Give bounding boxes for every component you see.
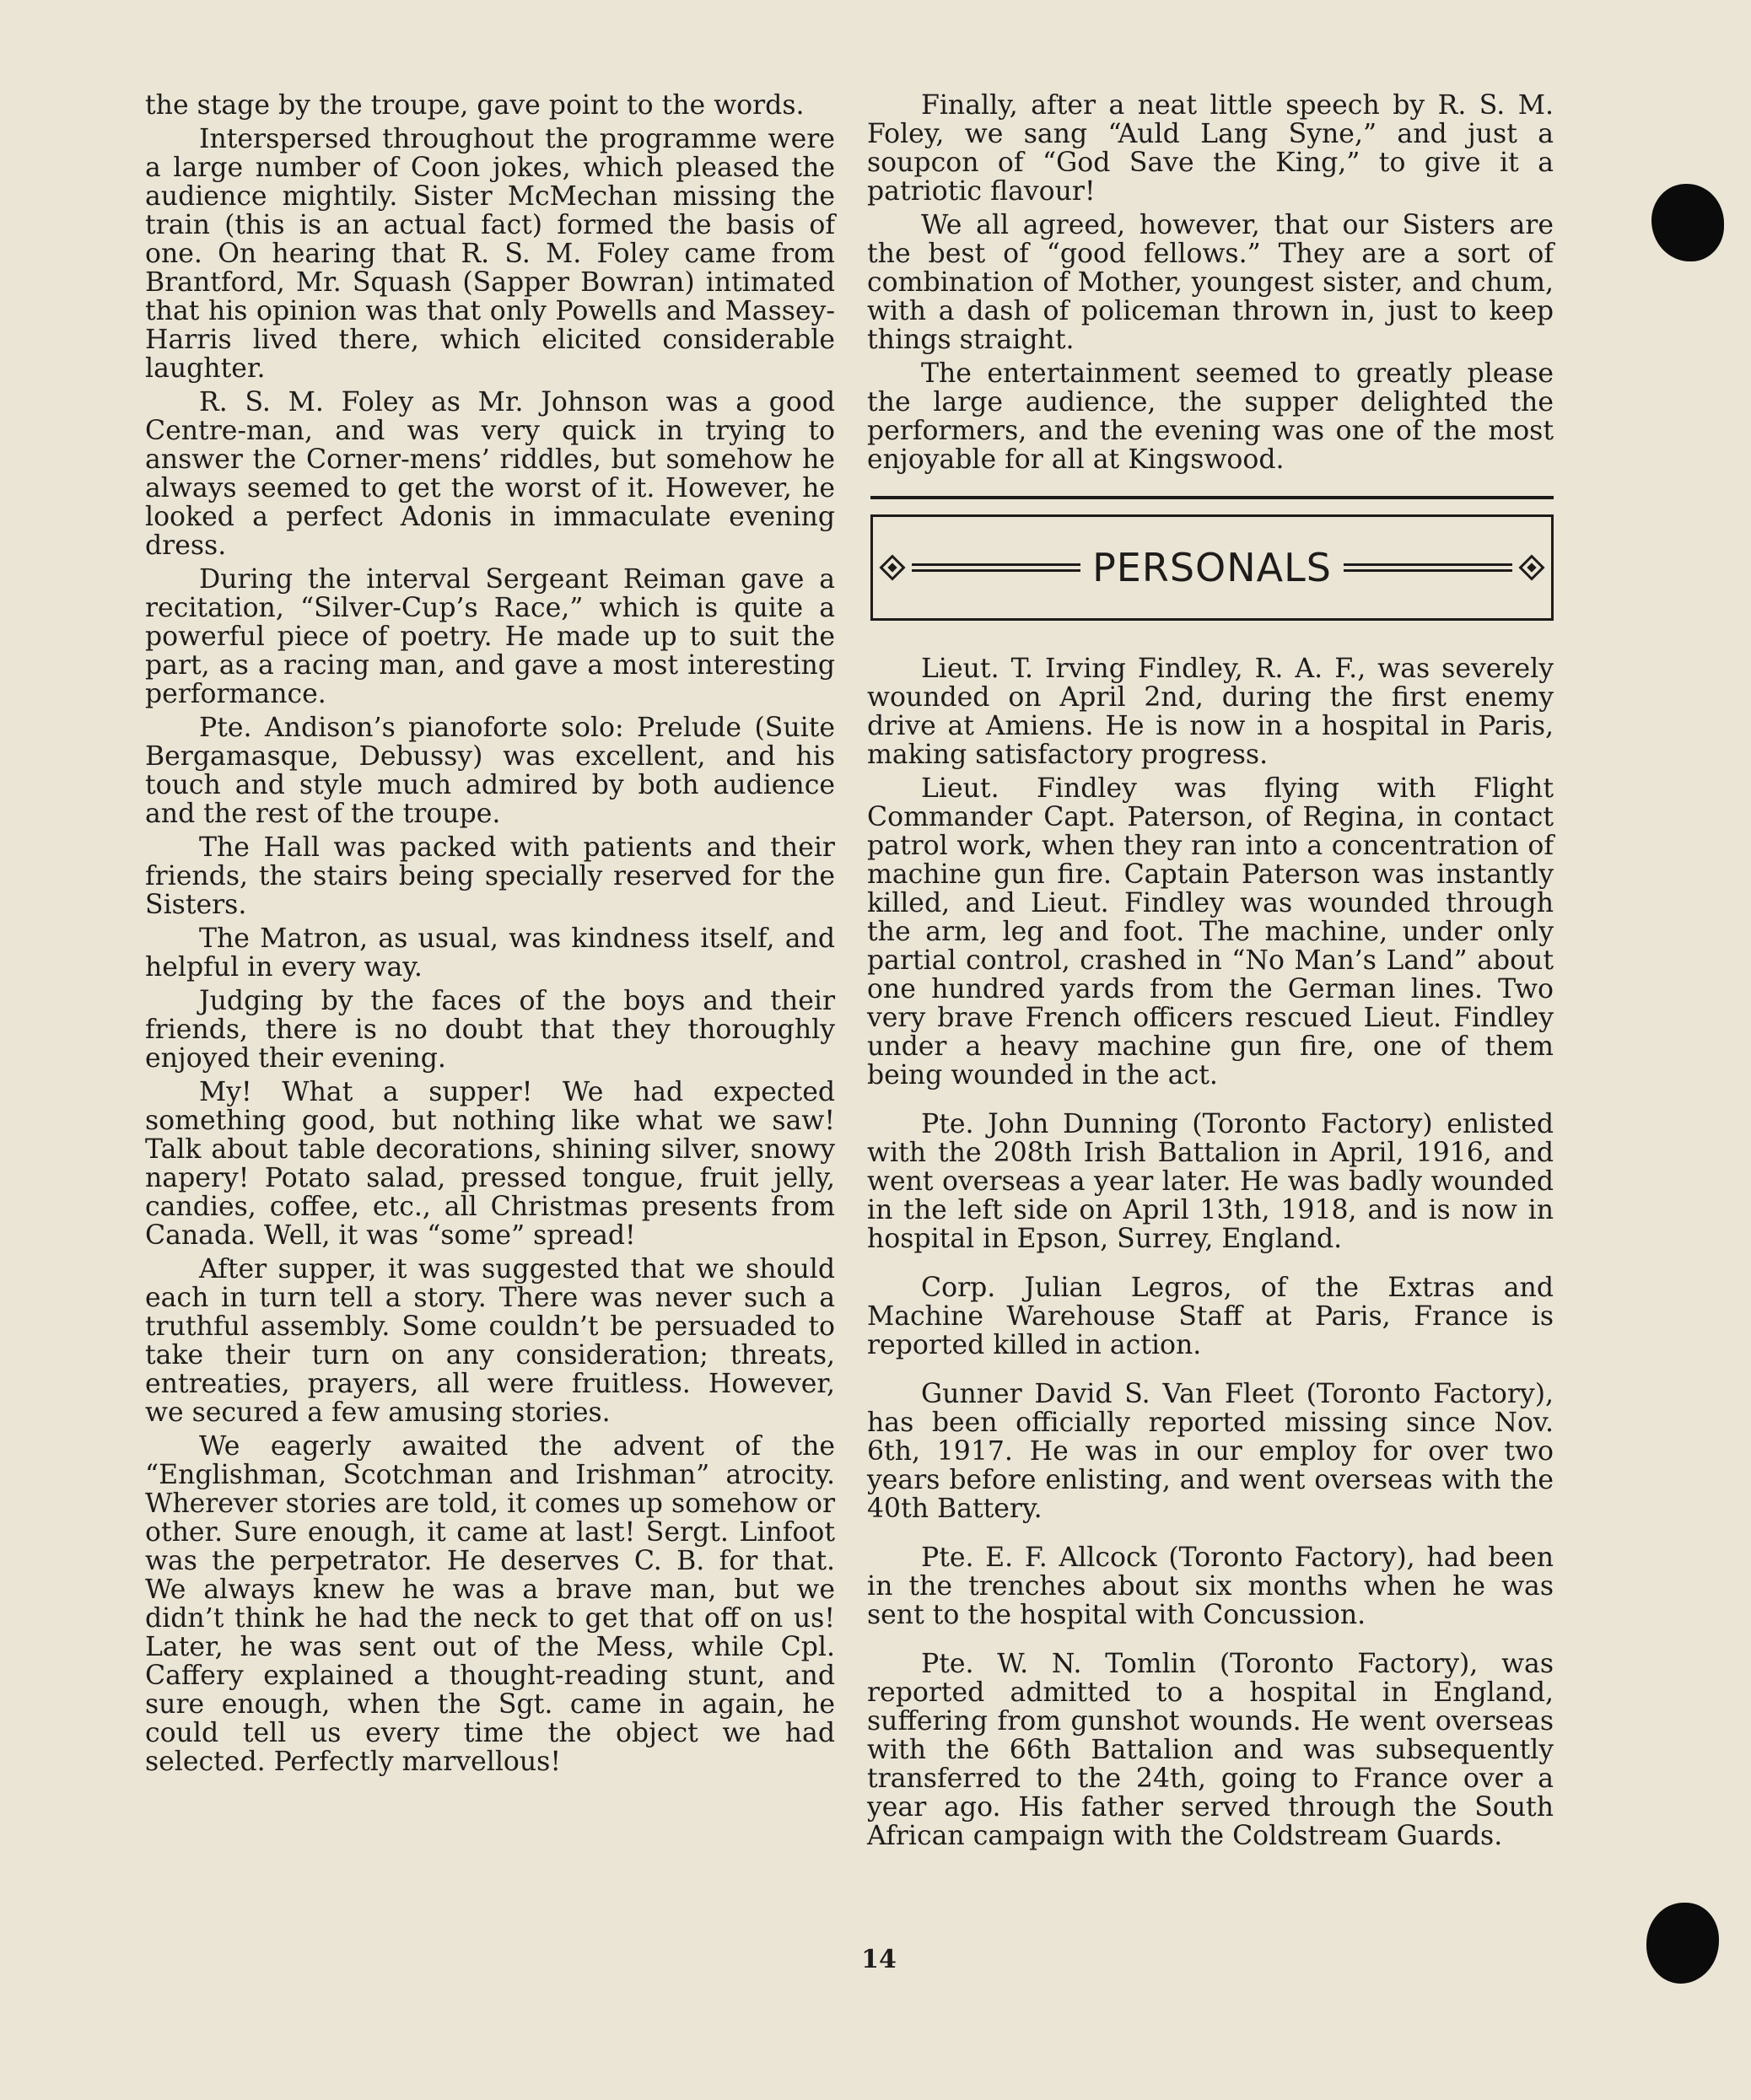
paragraph: The Hall was packed with patients and their friends, the stairs being specially reserved for the Sisters. xyxy=(145,832,835,920)
paragraph: We all agreed, however, that our Sisters are the best of “good fellows.” They are a sort of combination of Mother, youngest sister, and chum, with a dash of policeman thrown in, just to keep things straight. xyxy=(867,210,1554,355)
personal-item: Lieut. Findley was flying with Flight Commander Capt. Paterson, of Regina, in contact patrol work, when they ran into a concentration of machine gun fire. Captain Paterson was instantly killed, and Lieut. Findley was wounded through the arm, leg and foot. The machine, under only partial control, crashed in “No Man’s Land” about one hundred yards from the German lines. Two very brave French officers rescued Lieut. Findley under a heavy machine gun fire, one of them being wounded in the act. xyxy=(867,773,1554,1090)
personal-item: Lieut. T. Irving Findley, R. A. F., was severely wounded on April 2nd, during the first enemy drive at Amiens. He is now in a hospital in Paris, making satisfactory progress. xyxy=(867,654,1554,770)
paragraph: The Matron, as usual, was kindness itself, and helpful in every way. xyxy=(145,923,835,983)
paragraph: Pte. Andison’s pianoforte solo: Prelude (Suite Bergamasque, Debussy) was excellent, and his touch and style much admired by both audience and the rest of the troupe. xyxy=(145,713,835,829)
page-number: 14 xyxy=(861,1945,897,1974)
diamond-ornament-icon xyxy=(1521,557,1543,579)
personal-item: Pte. W. N. Tomlin (Toronto Factory), was reported admitted to a hospital in England, suffering from gunshot wounds. He went overseas with the 66th Battalion and was subsequently transferred to the 24th, going to France over a year ago. His father served through the South African campaign with the Coldstream Guards. xyxy=(867,1649,1554,1851)
paragraph: R. S. M. Foley as Mr. Johnson was a good Centre-man, and was very quick in trying to answer the Corner-mens’ riddles, but somehow he always seemed to get the worst of it. However, he looked a perfect Adonis in immaculate evening dress. xyxy=(145,387,835,561)
right-column xyxy=(867,91,1554,1871)
paragraph: Finally, after a neat little speech by R. S. M. Foley, we sang “Auld Lang Syne,” and just a soupcon of “God Save the King,” to give it a patriotic flavour! xyxy=(867,90,1554,207)
double-rule xyxy=(912,563,1080,572)
paragraph: We eagerly awaited the advent of the “Englishman, Scotchman and Irishman” atrocity. Wherever stories are told, it comes up somehow or other. Sure enough, it came at last! Sergt. Linfoot was the perpetrator. He deserves C. B. for that. We always knew he was a brave man, but we didn’t think he had the neck to get that off on us! Later, he was sent out of the Mess, while Cpl. Caffery explained a thought-reading stunt, and sure enough, when the Sgt. came in again, he could tell us every time the object we had selected. Perfectly marvellous! xyxy=(145,1431,835,1777)
double-rule xyxy=(1344,563,1512,572)
personals-list xyxy=(867,654,1554,1850)
paragraph: During the interval Sergeant Reiman gave a recitation, “Silver-Cup’s Race,” which is quite a powerful piece of poetry. He made up to suit the part, as a racing man, and gave a most interesting performance. xyxy=(145,564,835,709)
paragraph: My! What a supper! We had expected something good, but nothing like what we saw! Talk about table decorations, shining silver, snowy napery! Potato salad, pressed tongue, fruit jelly, candies, coffee, etc., all Christmas presents from Canada. Well, it was “some” spread! xyxy=(145,1077,835,1251)
personals-heading-box xyxy=(870,514,1554,621)
paragraph: Judging by the faces of the boys and their friends, there is no doubt that they thoroughly enjoyed their evening. xyxy=(145,986,835,1074)
divider xyxy=(870,496,1554,499)
paragraph: After supper, it was suggested that we should each in turn tell a story. There was never such a truthful assembly. Some couldn’t be persuaded to take their turn on any consideration; threats, entreaties, prayers, all were fruitless. However, we secured a few amusing stories. xyxy=(145,1254,835,1428)
paragraph: The entertainment seemed to greatly please the large audience, the supper delighted the performers, and the evening was one of the most enjoyable for all at Kingswood. xyxy=(867,358,1554,475)
paragraph: Interspersed throughout the programme were a large number of Coon jokes, which pleased the audience mightily. Sister McMechan missing the train (this is an actual fact) formed the basis of one. On hearing that R. S. M. Foley came from Brantford, Mr. Squash (Sapper Bowran) intimated that his opinion was that only Powells and Massey-Harris lived there, which elicited considerable laughter. xyxy=(145,124,835,384)
left-column xyxy=(145,91,835,1781)
section-heading: PERSONALS xyxy=(1092,545,1332,590)
personal-item: Pte. E. F. Allcock (Toronto Factory), had been in the trenches about six months when he was sent to the hospital with Concussion. xyxy=(867,1543,1554,1630)
personal-item: Pte. John Dunning (Toronto Factory) enlisted with the 208th Irish Battalion in April, 1916, and went overseas a year later. He was badly wounded in the left side on April 13th, 1918, and is now in hospital in Epson, Surrey, England. xyxy=(867,1109,1554,1254)
paragraph: the stage by the troupe, gave point to the words. xyxy=(145,90,805,121)
diamond-ornament-icon xyxy=(881,557,903,579)
personal-item: Corp. Julian Legros, of the Extras and Machine Warehouse Staff at Paris, France is reported killed in action. xyxy=(867,1273,1554,1360)
personal-item: Gunner David S. Van Fleet (Toronto Factory), has been officially reported missing since Nov. 6th, 1917. He was in our employ for over two years before enlisting, and went overseas with the 40th Battery. xyxy=(867,1379,1554,1524)
binder-hole-icon xyxy=(1651,184,1724,261)
personals-banner xyxy=(867,496,1554,621)
